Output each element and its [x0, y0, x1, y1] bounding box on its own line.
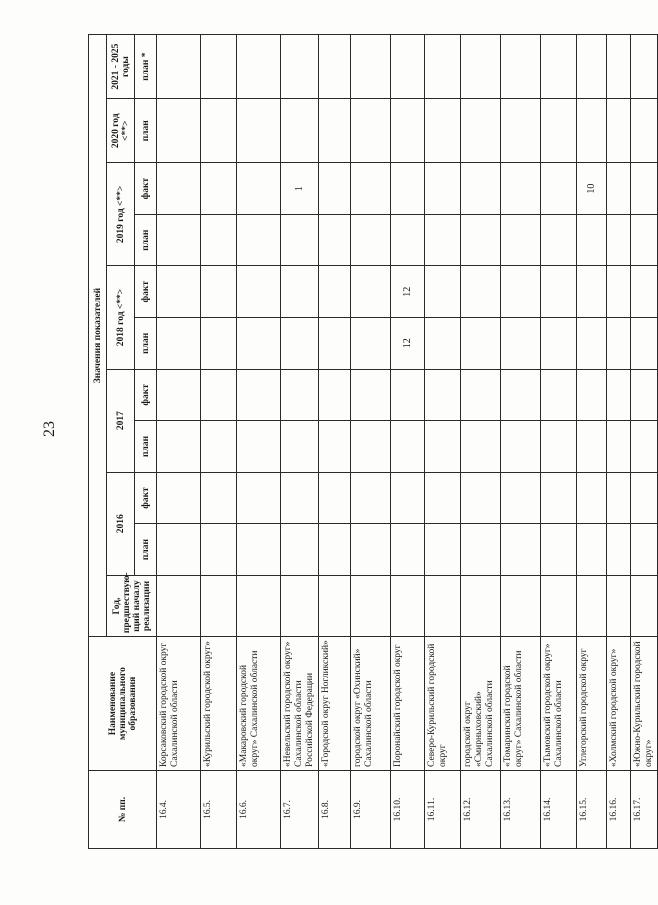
- header-plan: план: [135, 99, 157, 163]
- cell-base-year: [460, 575, 500, 636]
- row-number: 16.5.: [201, 770, 237, 848]
- header-2020: 2020 год <**>: [107, 99, 135, 163]
- cell-2021-2025-plan: [540, 35, 576, 99]
- cell-2021-2025-plan: [157, 35, 201, 99]
- cell-2019-plan: [157, 214, 201, 266]
- cell-2020-plan: [540, 99, 576, 163]
- cell-2019-plan: [540, 214, 576, 266]
- cell-2019-plan: [201, 214, 237, 266]
- cell-2019-fact: [390, 163, 424, 215]
- municipality-name: «Холмский городской округ»: [606, 637, 630, 771]
- municipality-name: «Томаринский городской округ» Сахалинской области: [500, 637, 540, 771]
- row-number: 16.7.: [281, 770, 319, 848]
- cell-2021-2025-plan: [237, 35, 281, 99]
- cell-2018-fact: 12: [390, 266, 424, 318]
- cell-2020-plan: [201, 99, 237, 163]
- cell-base-year: [237, 575, 281, 636]
- cell-2017-fact: [540, 369, 576, 421]
- cell-2017-plan: [540, 421, 576, 473]
- cell-2018-plan: [460, 318, 500, 370]
- row-number: 16.17.: [630, 770, 657, 848]
- cell-2017-fact: [318, 369, 350, 421]
- cell-2016-fact: [318, 472, 350, 524]
- cell-2017-plan: [237, 421, 281, 473]
- table-row: [630, 35, 657, 849]
- cell-2017-fact: [500, 369, 540, 421]
- cell-2018-plan: [237, 318, 281, 370]
- cell-2018-fact: [460, 266, 500, 318]
- cell-2018-fact: [157, 266, 201, 318]
- row-number: 16.15.: [576, 770, 606, 848]
- cell-2019-fact: [157, 163, 201, 215]
- cell-2017-fact: [630, 369, 657, 421]
- municipality-name: Поронайский городской округ: [390, 637, 424, 771]
- cell-2018-fact: [630, 266, 657, 318]
- cell-2019-plan: [606, 214, 630, 266]
- cell-2018-plan: [576, 318, 606, 370]
- header-fact: факт: [135, 266, 157, 318]
- table-row: [201, 35, 237, 849]
- cell-2018-plan: [630, 318, 657, 370]
- header-no: № пп.: [89, 770, 157, 848]
- cell-2018-plan: [424, 318, 460, 370]
- cell-2016-fact: [460, 472, 500, 524]
- cell-base-year: [157, 575, 201, 636]
- header-2016: 2016: [107, 472, 135, 575]
- cell-2016-plan: [576, 524, 606, 576]
- cell-2019-fact: [350, 163, 390, 215]
- cell-2016-plan: [606, 524, 630, 576]
- row-number: 16.16.: [606, 770, 630, 848]
- cell-2019-fact: [606, 163, 630, 215]
- cell-2016-plan: [630, 524, 657, 576]
- cell-2017-fact: [424, 369, 460, 421]
- table-row: [350, 35, 390, 849]
- row-number: 16.6.: [237, 770, 281, 848]
- table-body: [157, 35, 658, 849]
- cell-2017-plan: [201, 421, 237, 473]
- rotated-table-container: [88, 34, 654, 849]
- cell-2016-plan: [540, 524, 576, 576]
- header-fact: факт: [135, 163, 157, 215]
- header-values-group: Значения показателей: [89, 35, 107, 637]
- cell-2020-plan: [157, 99, 201, 163]
- cell-2020-plan: [576, 99, 606, 163]
- cell-2021-2025-plan: [350, 35, 390, 99]
- cell-2018-plan: [157, 318, 201, 370]
- municipality-name: «Курильский городской округ»: [201, 637, 237, 771]
- cell-2018-fact: [281, 266, 319, 318]
- table-row: [576, 35, 606, 849]
- cell-2018-fact: [201, 266, 237, 318]
- header-base-year: Год, предшествую-щий началу реализации: [107, 575, 157, 636]
- cell-2019-plan: [318, 214, 350, 266]
- header-name: Наименование муниципального образования: [89, 637, 157, 771]
- cell-base-year: [350, 575, 390, 636]
- cell-2016-plan: [237, 524, 281, 576]
- cell-2016-fact: [237, 472, 281, 524]
- row-number: 16.4.: [157, 770, 201, 848]
- municipality-name: Корсаковский городской округ Сахалинской области: [157, 637, 201, 771]
- cell-2018-fact: [350, 266, 390, 318]
- cell-2016-plan: [500, 524, 540, 576]
- cell-2019-fact: 1: [281, 163, 319, 215]
- cell-2017-fact: [460, 369, 500, 421]
- cell-base-year: [281, 575, 319, 636]
- cell-2019-fact: [424, 163, 460, 215]
- table-row: [390, 35, 424, 849]
- cell-2016-fact: [350, 472, 390, 524]
- cell-2017-fact: [576, 369, 606, 421]
- cell-2018-plan: [318, 318, 350, 370]
- cell-2018-plan: [500, 318, 540, 370]
- cell-2020-plan: [318, 99, 350, 163]
- cell-2017-plan: [157, 421, 201, 473]
- cell-2016-fact: [540, 472, 576, 524]
- cell-2019-plan: [237, 214, 281, 266]
- cell-2016-fact: [606, 472, 630, 524]
- cell-2018-fact: [424, 266, 460, 318]
- cell-2018-fact: [318, 266, 350, 318]
- cell-2020-plan: [390, 99, 424, 163]
- cell-2017-plan: [630, 421, 657, 473]
- cell-2016-fact: [630, 472, 657, 524]
- cell-2017-plan: [390, 421, 424, 473]
- cell-2016-plan: [460, 524, 500, 576]
- row-number: 16.9.: [350, 770, 390, 848]
- cell-2021-2025-plan: [281, 35, 319, 99]
- cell-2016-fact: [390, 472, 424, 524]
- cell-2020-plan: [424, 99, 460, 163]
- header-plan: план: [135, 318, 157, 370]
- table-row: [318, 35, 350, 849]
- cell-2016-plan: [390, 524, 424, 576]
- cell-2021-2025-plan: [460, 35, 500, 99]
- cell-2018-plan: 12: [390, 318, 424, 370]
- cell-2016-fact: [281, 472, 319, 524]
- cell-2017-plan: [606, 421, 630, 473]
- cell-2020-plan: [460, 99, 500, 163]
- cell-2021-2025-plan: [606, 35, 630, 99]
- cell-2021-2025-plan: [390, 35, 424, 99]
- header-plan: план: [135, 524, 157, 576]
- cell-base-year: [318, 575, 350, 636]
- header-2017: 2017: [107, 369, 135, 472]
- municipality-name: «Городской округ Ногликский»: [318, 637, 350, 771]
- cell-2020-plan: [281, 99, 319, 163]
- cell-2019-plan: [630, 214, 657, 266]
- cell-2016-plan: [281, 524, 319, 576]
- cell-2019-plan: [424, 214, 460, 266]
- row-number: 16.14.: [540, 770, 576, 848]
- municipality-name: Северо-Курильский городской округ: [424, 637, 460, 771]
- cell-2016-fact: [201, 472, 237, 524]
- cell-2017-plan: [350, 421, 390, 473]
- cell-2016-fact: [576, 472, 606, 524]
- cell-2019-plan: [390, 214, 424, 266]
- cell-2021-2025-plan: [424, 35, 460, 99]
- cell-2018-plan: [281, 318, 319, 370]
- cell-2017-plan: [500, 421, 540, 473]
- row-number: 16.13.: [500, 770, 540, 848]
- table-row: [500, 35, 540, 849]
- table-rotation-frame: [88, 34, 654, 849]
- row-number: 16.8.: [318, 770, 350, 848]
- cell-2016-plan: [424, 524, 460, 576]
- cell-2017-plan: [460, 421, 500, 473]
- table-row: [460, 35, 500, 849]
- header-fact: факт: [135, 472, 157, 524]
- header-plan: план: [135, 214, 157, 266]
- municipality-name: «Южно-Курильский городской округ»: [630, 637, 657, 771]
- cell-2018-plan: [201, 318, 237, 370]
- cell-2016-fact: [500, 472, 540, 524]
- cell-base-year: [540, 575, 576, 636]
- cell-2021-2025-plan: [630, 35, 657, 99]
- header-2018: 2018 год <**>: [107, 266, 135, 369]
- cell-2018-fact: [576, 266, 606, 318]
- cell-2021-2025-plan: [318, 35, 350, 99]
- municipality-name: городской округ «Охинский» Сахалинской области: [350, 637, 390, 771]
- cell-2017-fact: [237, 369, 281, 421]
- indicators-table: [88, 34, 658, 849]
- cell-base-year: [576, 575, 606, 636]
- cell-2018-fact: [237, 266, 281, 318]
- cell-2019-plan: [576, 214, 606, 266]
- cell-2019-plan: [500, 214, 540, 266]
- cell-2016-plan: [201, 524, 237, 576]
- cell-base-year: [630, 575, 657, 636]
- header-fact: факт: [135, 369, 157, 421]
- municipality-name: «Тымовский городской округ» Сахалинской области: [540, 637, 576, 771]
- cell-2021-2025-plan: [201, 35, 237, 99]
- cell-base-year: [201, 575, 237, 636]
- cell-2017-fact: [350, 369, 390, 421]
- cell-2016-plan: [318, 524, 350, 576]
- cell-2019-plan: [350, 214, 390, 266]
- row-number: 16.10.: [390, 770, 424, 848]
- header-plan: план *: [135, 35, 157, 99]
- table-row: [237, 35, 281, 849]
- table-row: [281, 35, 319, 849]
- cell-2019-fact: 10: [576, 163, 606, 215]
- cell-2017-plan: [576, 421, 606, 473]
- page-number: 23: [41, 421, 58, 437]
- cell-2019-plan: [281, 214, 319, 266]
- cell-base-year: [606, 575, 630, 636]
- cell-2021-2025-plan: [500, 35, 540, 99]
- table-row: [606, 35, 630, 849]
- cell-2017-plan: [424, 421, 460, 473]
- municipality-name: «Невельский городской округ» Сахалинской области Российской Федерации: [281, 637, 319, 771]
- cell-2016-fact: [424, 472, 460, 524]
- cell-2018-fact: [606, 266, 630, 318]
- cell-2019-fact: [201, 163, 237, 215]
- cell-2017-fact: [390, 369, 424, 421]
- cell-2019-fact: [318, 163, 350, 215]
- cell-base-year: [390, 575, 424, 636]
- cell-2017-fact: [606, 369, 630, 421]
- cell-2017-plan: [281, 421, 319, 473]
- cell-2016-plan: [157, 524, 201, 576]
- cell-2016-plan: [350, 524, 390, 576]
- table-row: [157, 35, 201, 849]
- cell-2018-plan: [540, 318, 576, 370]
- cell-2019-fact: [237, 163, 281, 215]
- cell-2017-fact: [157, 369, 201, 421]
- cell-2019-fact: [540, 163, 576, 215]
- cell-2019-fact: [630, 163, 657, 215]
- cell-2020-plan: [350, 99, 390, 163]
- cell-2020-plan: [500, 99, 540, 163]
- cell-2018-fact: [540, 266, 576, 318]
- header-2019: 2019 год <**>: [107, 163, 135, 266]
- cell-2020-plan: [237, 99, 281, 163]
- cell-2019-fact: [460, 163, 500, 215]
- cell-2019-plan: [460, 214, 500, 266]
- cell-2018-plan: [606, 318, 630, 370]
- header-2021-2025: 2021 - 2025 годы: [107, 35, 135, 99]
- cell-2020-plan: [630, 99, 657, 163]
- cell-2017-fact: [281, 369, 319, 421]
- cell-base-year: [500, 575, 540, 636]
- municipality-name: городской округ «Смирныховский» Сахалинской области: [460, 637, 500, 771]
- row-number: 16.11.: [424, 770, 460, 848]
- cell-2017-fact: [201, 369, 237, 421]
- table-row: [540, 35, 576, 849]
- row-number: 16.12.: [460, 770, 500, 848]
- header-plan: план: [135, 421, 157, 473]
- cell-base-year: [424, 575, 460, 636]
- cell-2017-plan: [318, 421, 350, 473]
- table-row: [424, 35, 460, 849]
- cell-2020-plan: [606, 99, 630, 163]
- cell-2018-fact: [500, 266, 540, 318]
- cell-2018-plan: [350, 318, 390, 370]
- municipality-name: Углегорский городской округ: [576, 637, 606, 771]
- cell-2016-fact: [157, 472, 201, 524]
- cell-2019-fact: [500, 163, 540, 215]
- municipality-name: «Макаровский городской округ» Сахалинской области: [237, 637, 281, 771]
- cell-2021-2025-plan: [576, 35, 606, 99]
